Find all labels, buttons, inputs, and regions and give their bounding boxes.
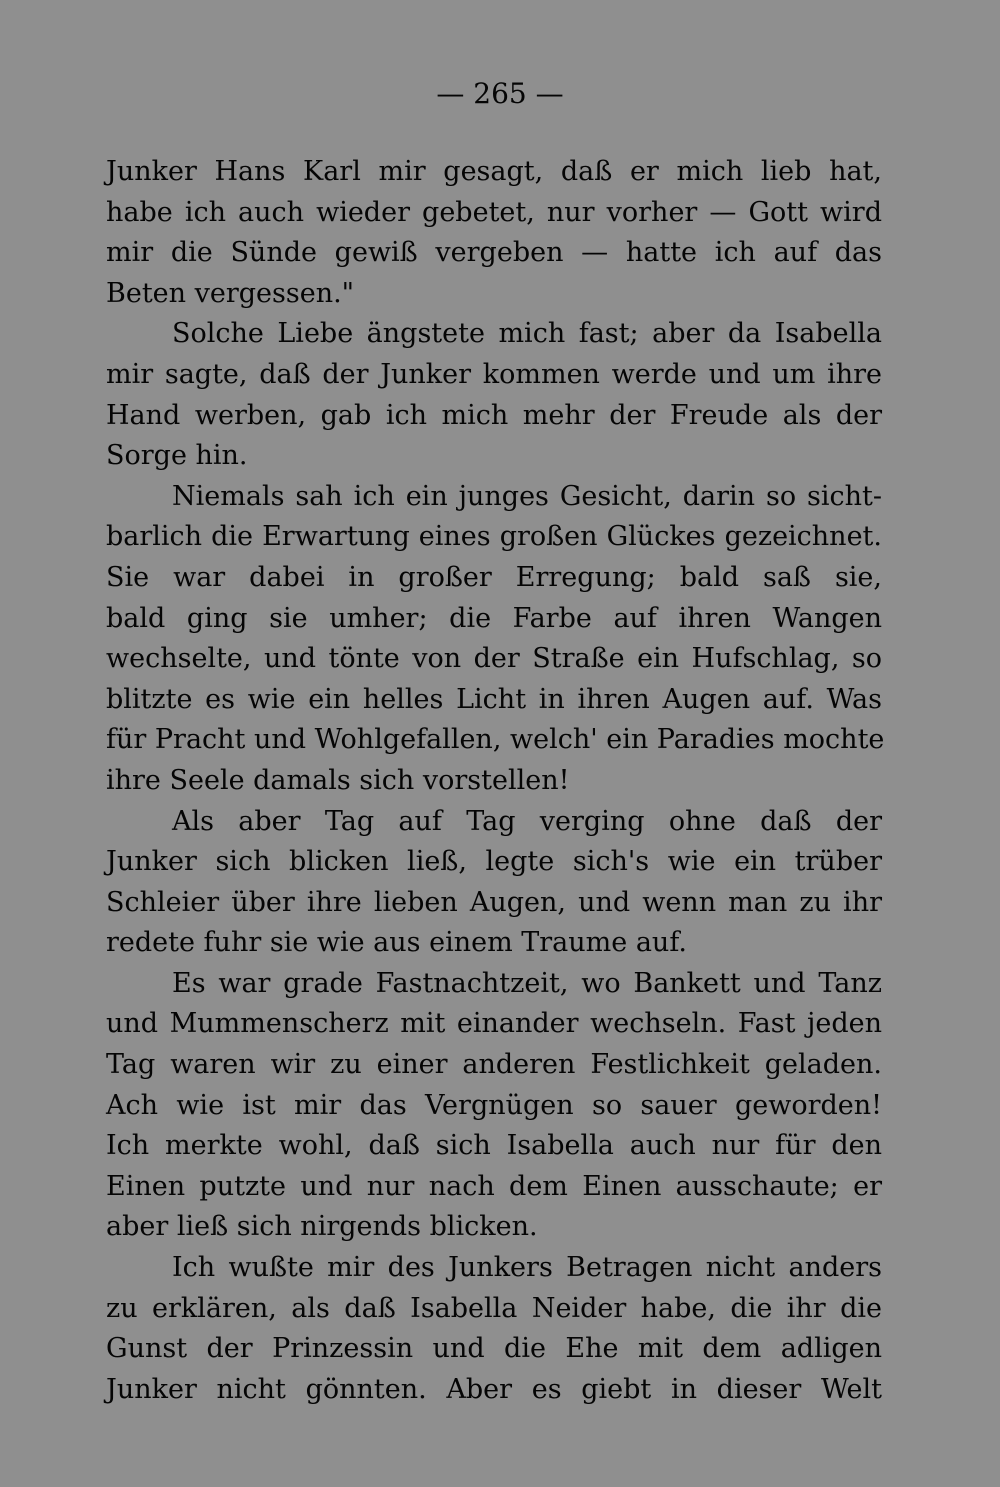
text-line: Ich wußte mir des Junkers Betragen nicht anders [172, 1252, 882, 1284]
text-line: Einen putzte und nur nach dem Einen ausschaute; er [106, 1170, 882, 1202]
text-line: Sorge hin. [106, 440, 248, 472]
text-line: Junker sich blicken ließ, legte sich's wie ein trüber [106, 846, 882, 878]
page-body-text [106, 152, 885, 1410]
text-line: habe ich auch wieder gebetet, nur vorher — Gott wird [106, 196, 882, 228]
text-line: Ach wie ist mir das Vergnügen so sauer geworden! [106, 1089, 882, 1121]
text-line: für Pracht und Wohlgefallen, welch' ein Paradies mochte [106, 724, 885, 756]
text-line: blitzte es wie ein helles Licht in ihren Augen auf. Was [106, 683, 882, 715]
text-line: und Mummenscherz mit einander wechseln. Fast jeden [106, 1008, 882, 1040]
text-line: zu erklären, als daß Isabella Neider habe, die ihr die [106, 1292, 882, 1324]
page-number: — 265 — [436, 77, 564, 110]
text-line: Ich merkte wohl, daß sich Isabella auch nur für den [106, 1130, 882, 1162]
text-line: Solche Liebe ängstete mich fast; aber da Isabella [172, 318, 882, 350]
text-line: Sie war dabei in großer Erregung; bald saß sie, [106, 561, 882, 593]
text-line: redete fuhr sie wie aus einem Traume auf. [106, 927, 687, 959]
text-line: Junker nicht gönnten. Aber es giebt in dieser Welt [106, 1373, 882, 1405]
text-line: mir die Sünde gewiß vergeben — hatte ich auf das [106, 237, 882, 269]
text-line: Niemals sah ich ein junges Gesicht, darin so sicht- [172, 480, 882, 512]
text-line: bald ging sie umher; die Farbe auf ihren Wangen [106, 602, 882, 634]
text-line: Junker Hans Karl mir gesagt, daß er mich lieb hat, [106, 156, 882, 187]
text-line: Es war grade Fastnachtzeit, wo Bankett und Tanz [172, 967, 882, 999]
text-line: Tag waren wir zu einer anderen Festlichkeit geladen. [106, 1049, 882, 1081]
text-line: Als aber Tag auf Tag verging ohne daß der [172, 805, 882, 837]
text-line: Beten vergessen." [106, 277, 355, 309]
text-line: aber ließ sich nirgends blicken. [106, 1211, 538, 1243]
text-line: Hand werben, gab ich mich mehr der Freude als der [106, 399, 882, 431]
text-line: mir sagte, daß der Junker kommen werde und um ihre [106, 358, 882, 390]
text-line: ihre Seele damals sich vorstellen! [106, 764, 570, 796]
text-line: wechselte, und tönte von der Straße ein Hufschlag, so [106, 643, 882, 675]
text-line: Gunst der Prinzessin und die Ehe mit dem adligen [106, 1333, 882, 1365]
text-line: barlich die Erwartung eines großen Glückes gezeichnet. [106, 521, 882, 553]
text-line: Schleier über ihre lieben Augen, und wenn man zu ihr [106, 886, 882, 918]
